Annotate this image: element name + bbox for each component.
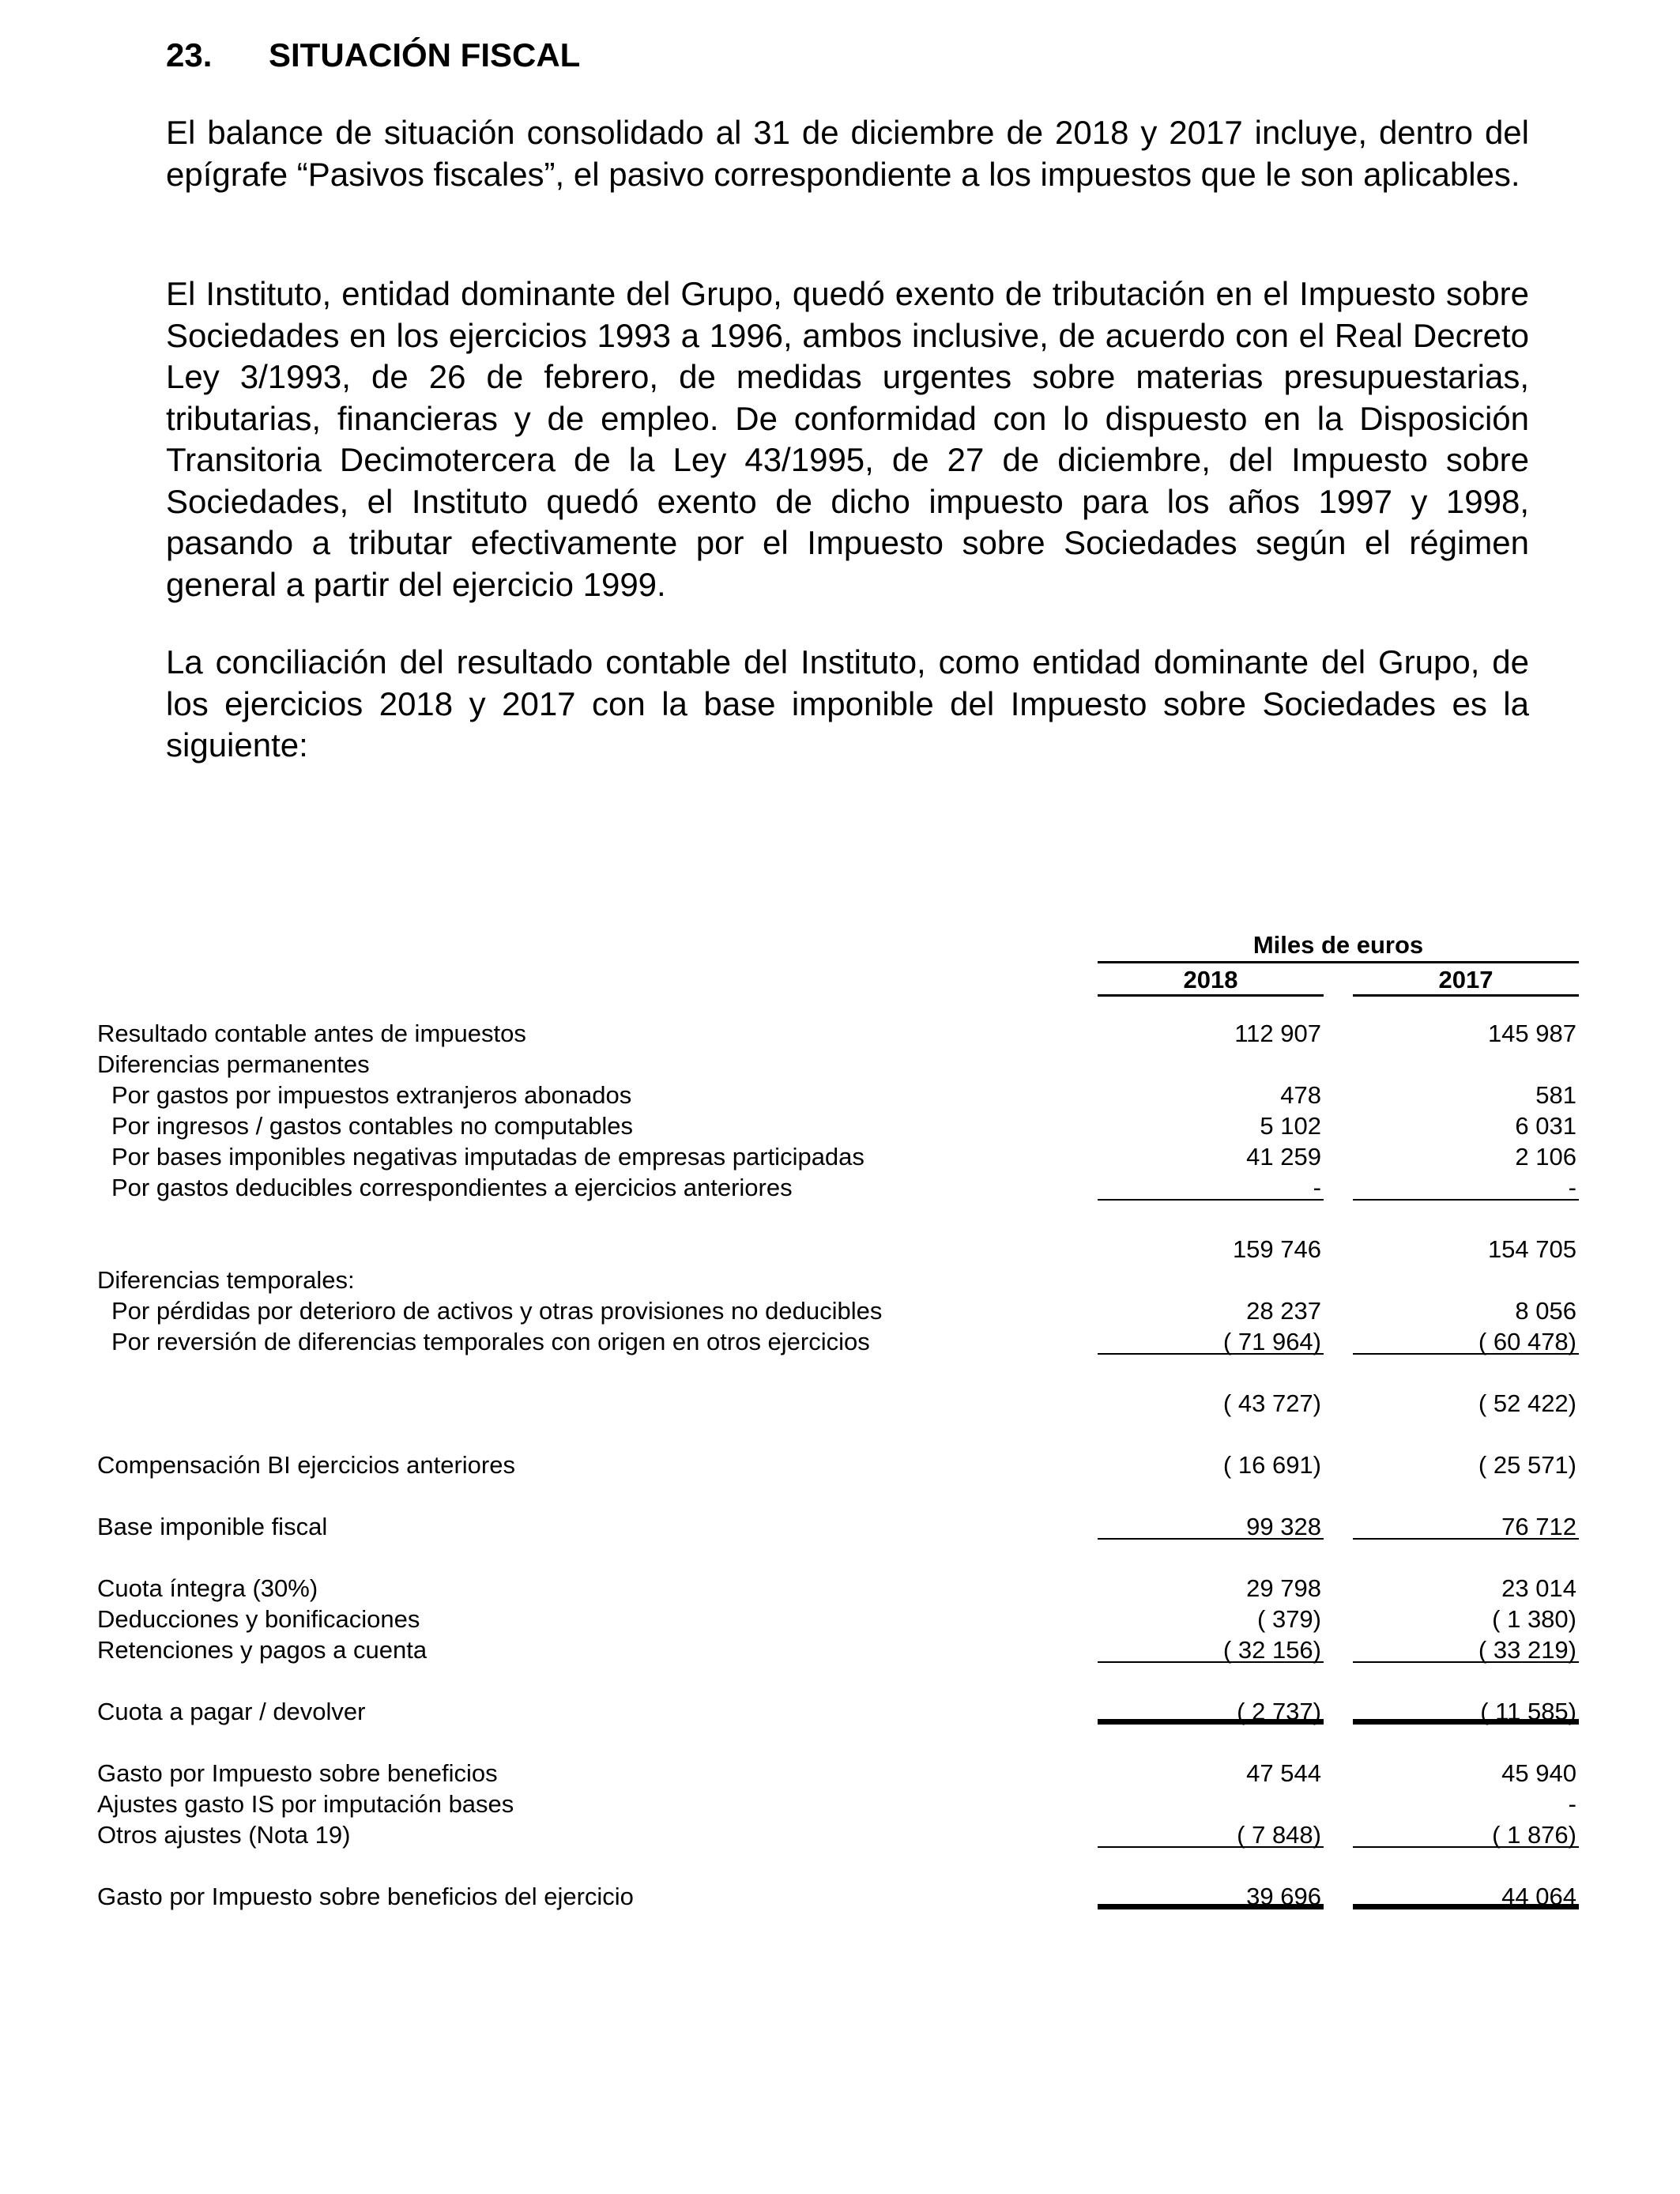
spacer	[97, 1542, 1579, 1573]
table-header	[97, 929, 1579, 1018]
row-label: Otros ajustes (Nota 19)	[97, 1821, 351, 1849]
row-label: Retenciones y pagos a cuenta	[97, 1636, 428, 1664]
value-2018: -	[1098, 1172, 1324, 1201]
row-diferencias-permanentes	[97, 1049, 1579, 1080]
section-number: 23.	[166, 36, 213, 74]
value-2018: ( 16 691)	[1222, 1451, 1321, 1479]
value-2017: 2 106	[1515, 1143, 1576, 1171]
row-subtotal-permanentes	[97, 1234, 1579, 1265]
value-2017: 8 056	[1515, 1297, 1576, 1325]
value-2017: 6 031	[1515, 1112, 1576, 1140]
unit-header: Miles de euros	[1098, 929, 1579, 963]
row-label: Compensación BI ejercicios anteriores	[97, 1451, 515, 1479]
value-2018: 159 746	[1232, 1235, 1321, 1263]
value-2018: ( 32 156)	[1098, 1634, 1324, 1663]
row-gasto-impuesto	[97, 1758, 1579, 1789]
row-label: Gasto por Impuesto sobre beneficios del ejercicio	[97, 1883, 634, 1910]
value-2017: ( 1 380)	[1492, 1605, 1576, 1633]
row-label: Gasto por Impuesto sobre beneficios	[97, 1759, 498, 1787]
row-label: Por gastos deducibles correspondientes a ejercicios anteriores	[111, 1174, 793, 1201]
row-compensacion	[97, 1449, 1579, 1480]
row-cuota-pagar	[97, 1696, 1579, 1727]
value-2018: ( 7 848)	[1098, 1819, 1324, 1848]
spacer	[97, 1727, 1579, 1758]
spacer	[97, 1665, 1579, 1696]
value-2017: 154 705	[1487, 1235, 1576, 1263]
value-2017: ( 1 876)	[1353, 1819, 1579, 1848]
row-subtotal-temporales	[97, 1388, 1579, 1419]
value-2018: ( 43 727)	[1222, 1389, 1321, 1417]
spacer	[97, 1203, 1579, 1234]
row-label: Por gastos por impuestos extranjeros abonados	[111, 1081, 632, 1109]
value-2017: ( 11 585)	[1353, 1696, 1579, 1725]
value-2018	[1098, 1789, 1324, 1817]
value-2018: ( 379)	[1257, 1605, 1321, 1633]
row-gastos-extranjeros	[97, 1080, 1579, 1110]
row-base-imponible	[97, 1511, 1579, 1542]
value-2017: -	[1353, 1172, 1579, 1201]
value-2018: 28 237	[1246, 1297, 1321, 1325]
row-deducciones	[97, 1604, 1579, 1634]
section-title	[166, 33, 580, 77]
row-gastos-deducibles	[97, 1172, 1579, 1203]
value-2017: 76 712	[1353, 1511, 1579, 1540]
value-2018: 29 798	[1246, 1574, 1321, 1602]
value-2017: ( 52 422)	[1478, 1389, 1576, 1417]
row-label: Por ingresos / gastos contables no computables	[111, 1112, 633, 1140]
spacer	[97, 1357, 1579, 1388]
value-2017: 23 014	[1501, 1574, 1576, 1602]
value-2017: 581	[1535, 1081, 1576, 1109]
value-2017: 44 064	[1353, 1881, 1579, 1909]
value-2017: ( 60 478)	[1353, 1326, 1579, 1355]
row-resultado	[97, 1018, 1579, 1049]
value-2018: 39 696	[1098, 1881, 1324, 1909]
value-2018: 112 907	[1234, 1020, 1321, 1047]
value-2017: 145 987	[1487, 1020, 1576, 1047]
row-cuota-integra	[97, 1573, 1579, 1604]
paragraph-balance: El balance de situación consolidado al 31 de diciembre de 2018 y 2017 incluye, dentro del epígrafe “Pasivos fiscales”, el pasivo correspondiente a los impuestos que le son aplicables.	[166, 114, 1529, 193]
year-2018-header: 2018	[1098, 964, 1324, 997]
tax-reconciliation-table	[97, 929, 1579, 1912]
paragraph-exencion: El Instituto, entidad dominante del Grupo, quedó exento de tributación en el Impuesto sobre Sociedades en los ejercicios 1993 a 1996, ambos inclusive, de acuerdo con el Real Decreto Ley 3/1993, de 26 de febrero, de medidas urgentes sobre materias presupuestarias, tributarias, financieras y de empleo. De conformidad con lo dispuesto en la Disposición Transitoria Decimotercera de la Ley 43/1995, de 27 de diciembre, del Impuesto sobre Sociedades, el Instituto quedó exento de dicho impuesto para los años 1997 y 1998, pasando a tributar efectivamente por el Impuesto sobre Sociedades según el régimen general a partir del ejercicio 1999.	[166, 275, 1529, 603]
spacer	[97, 1480, 1579, 1511]
row-label: Por bases imponibles negativas imputadas de empresas participadas	[111, 1143, 864, 1171]
row-ingresos-gastos	[97, 1110, 1579, 1141]
value-2018: ( 71 964)	[1098, 1326, 1324, 1355]
value-2017: -	[1568, 1790, 1576, 1818]
row-otros-ajustes	[97, 1819, 1579, 1850]
spacer	[97, 1850, 1579, 1881]
spacer	[97, 1419, 1579, 1449]
row-label: Ajustes gasto IS por imputación bases	[97, 1790, 514, 1818]
row-label: Por pérdidas por deterioro de activos y otras provisiones no deducibles	[111, 1297, 883, 1325]
row-label: Diferencias temporales:	[97, 1266, 355, 1294]
row-label: Diferencias permanentes	[97, 1050, 370, 1078]
value-2018: ( 2 737)	[1098, 1696, 1324, 1725]
value-2018: 5 102	[1260, 1112, 1321, 1140]
row-label: Base imponible fiscal	[97, 1513, 328, 1540]
row-label: Cuota a pagar / devolver	[97, 1698, 366, 1725]
value-2017: ( 25 571)	[1478, 1451, 1576, 1479]
row-reversion	[97, 1326, 1579, 1357]
row-label: Por reversión de diferencias temporales con origen en otros ejercicios	[111, 1328, 870, 1355]
section-heading: SITUACIÓN FISCAL	[269, 36, 581, 74]
year-2017-header: 2017	[1353, 964, 1579, 997]
value-2017: ( 33 219)	[1353, 1634, 1579, 1663]
value-2018: 99 328	[1098, 1511, 1324, 1540]
row-retenciones	[97, 1634, 1579, 1665]
row-bases-negativas	[97, 1141, 1579, 1172]
row-gasto-ejercicio	[97, 1881, 1579, 1912]
row-label: Cuota íntegra (30%)	[97, 1574, 318, 1602]
value-2018: 478	[1280, 1081, 1321, 1109]
row-label: Resultado contable antes de impuestos	[97, 1020, 526, 1047]
row-diferencias-temporales	[97, 1265, 1579, 1295]
row-perdidas-deterioro	[97, 1295, 1579, 1326]
paragraph-conciliacion: La conciliación del resultado contable del Instituto, como entidad dominante del Grupo, de los ejercicios 2018 y 2017 con la base imponible del Impuesto sobre Sociedades es la siguiente:	[166, 643, 1529, 763]
row-ajustes-is	[97, 1789, 1579, 1819]
value-2017: 45 940	[1501, 1759, 1576, 1787]
row-label: Deducciones y bonificaciones	[97, 1605, 420, 1633]
value-2018: 47 544	[1246, 1759, 1321, 1787]
value-2018: 41 259	[1246, 1143, 1321, 1171]
